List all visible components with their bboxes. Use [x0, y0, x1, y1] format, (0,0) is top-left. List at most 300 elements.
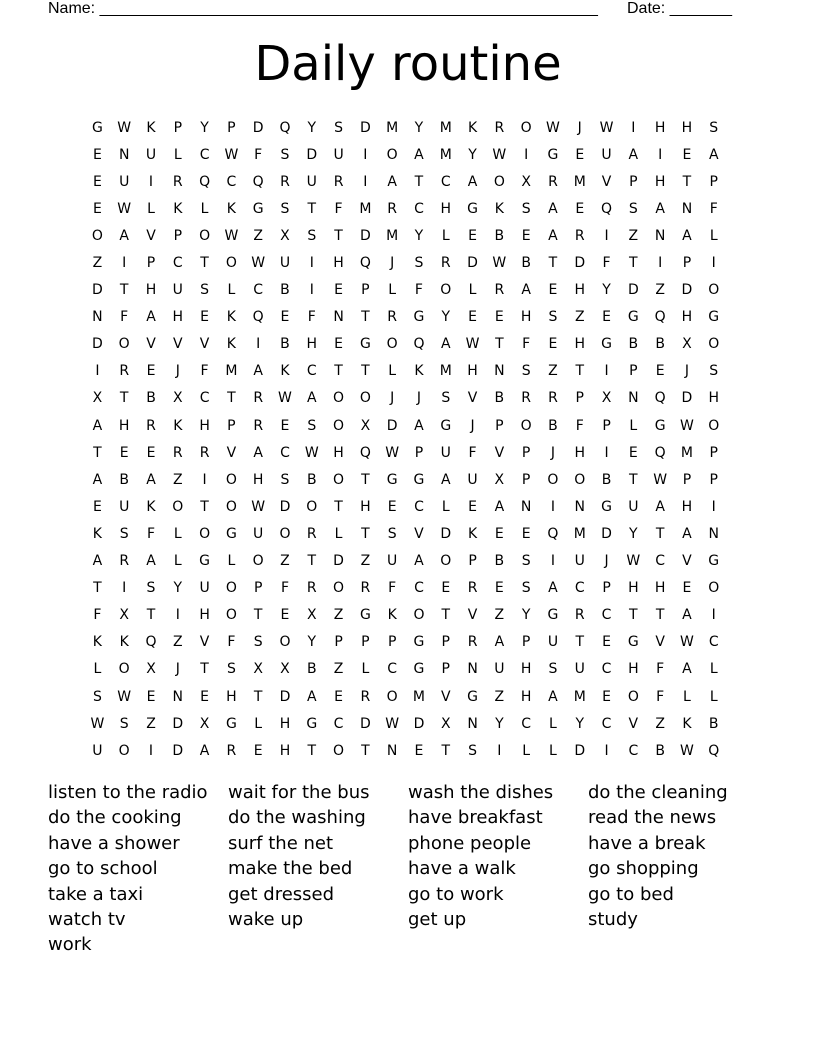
grid-letter: F	[602, 255, 611, 272]
grid-letter: I	[175, 607, 180, 624]
word-list-item: go to bed	[588, 883, 674, 905]
grid-letter: W	[117, 119, 132, 136]
grid-letter: P	[709, 471, 718, 488]
grid-letter: W	[251, 255, 266, 272]
word-list-item: go shopping	[588, 858, 699, 880]
grid-row	[84, 520, 727, 547]
grid-letter: M	[225, 363, 238, 380]
grid-letter: O	[708, 417, 720, 434]
grid-letter: X	[253, 661, 263, 678]
grid-letter: S	[226, 661, 236, 678]
grid-letter: V	[226, 444, 237, 461]
grid-letter: G	[654, 417, 666, 434]
grid-letter: E	[146, 363, 156, 380]
grid-letter: L	[147, 200, 155, 217]
grid-letter: H	[333, 255, 344, 272]
grid-letter: E	[602, 688, 611, 705]
grid-letter: T	[361, 525, 370, 542]
grid-row	[84, 629, 727, 656]
grid-letter: U	[494, 661, 505, 678]
grid-letter: T	[307, 742, 317, 759]
grid-letter: B	[494, 553, 505, 570]
grid-letter: P	[227, 417, 236, 434]
grid-letter: D	[92, 336, 103, 353]
grid-letter: E	[280, 417, 290, 434]
grid-letter: E	[521, 525, 531, 542]
grid-letter: I	[148, 742, 154, 759]
grid-letter: C	[414, 200, 424, 217]
grid-letter: Q	[654, 309, 666, 326]
grid-letter: P	[521, 634, 531, 651]
grid-letter: G	[467, 200, 478, 217]
grid-letter: E	[200, 309, 210, 326]
grid-letter: Y	[414, 119, 424, 136]
grid-letter: X	[280, 227, 290, 244]
grid-letter: K	[119, 634, 129, 651]
grid-letter: T	[575, 634, 585, 651]
word-list-item: work	[48, 934, 92, 956]
grid-letter: E	[441, 580, 451, 597]
grid-letter: Q	[359, 444, 371, 461]
grid-letter: L	[549, 742, 557, 759]
grid-letter: J	[604, 553, 609, 570]
grid-letter: G	[413, 309, 425, 326]
grid-letter: A	[682, 227, 692, 244]
grid-letter: H	[520, 661, 532, 678]
grid-letter: U	[628, 498, 639, 515]
grid-letter: R	[172, 444, 183, 461]
grid-letter: Q	[252, 173, 264, 190]
grid-letter: Q	[708, 742, 720, 759]
grid-letter: H	[520, 309, 532, 326]
grid-letter: L	[388, 363, 397, 380]
grid-letter: V	[467, 390, 478, 407]
grid-letter: H	[199, 417, 210, 434]
grid-letter: T	[655, 607, 665, 624]
grid-letter: H	[172, 309, 184, 326]
grid-letter: F	[254, 146, 263, 163]
grid-letter: L	[173, 146, 182, 163]
grid-letter: U	[333, 146, 344, 163]
grid-letter: O	[440, 282, 452, 299]
grid-letter: C	[199, 146, 210, 163]
grid-letter: F	[656, 688, 665, 705]
grid-letter: Y	[414, 227, 424, 244]
grid-letter: A	[440, 471, 451, 488]
grid-letter: Z	[253, 227, 263, 244]
grid-letter: J	[390, 390, 395, 407]
grid-letter: R	[494, 282, 505, 299]
grid-letter: O	[708, 282, 720, 299]
word-list-item: surf the net	[228, 832, 334, 854]
grid-letter: T	[441, 742, 451, 759]
grid-letter: C	[199, 390, 210, 407]
grid-letter: G	[225, 715, 237, 732]
grid-letter: D	[574, 742, 586, 759]
grid-letter: G	[225, 525, 237, 542]
grid-letter: R	[467, 580, 478, 597]
grid-letter: Q	[601, 200, 613, 217]
grid-letter: W	[465, 336, 480, 353]
grid-letter: Z	[628, 227, 639, 244]
grid-letter: A	[414, 146, 424, 163]
grid-letter: D	[681, 390, 693, 407]
grid-letter: D	[574, 255, 586, 272]
grid-letter: C	[655, 553, 666, 570]
grid-letter: O	[199, 525, 211, 542]
grid-letter: T	[93, 580, 102, 597]
grid-letter: Y	[629, 525, 638, 542]
grid-letter: T	[441, 607, 451, 624]
grid-letter: R	[387, 200, 398, 217]
grid-letter: W	[680, 742, 694, 759]
grid-letter: C	[601, 661, 612, 678]
grid-letter: F	[334, 200, 343, 217]
grid-letter: E	[468, 227, 477, 244]
grid-letter: E	[628, 444, 638, 461]
grid-letter: U	[601, 146, 612, 163]
grid-letter: P	[521, 471, 531, 488]
grid-letter: W	[117, 200, 132, 217]
grid-letter: P	[709, 444, 718, 461]
grid-letter: O	[386, 336, 398, 353]
grid-letter: H	[654, 119, 666, 136]
grid-letter: T	[334, 363, 343, 380]
grid-letter: I	[309, 255, 314, 272]
grid-letter: A	[655, 498, 665, 515]
grid-letter: R	[467, 634, 478, 651]
grid-letter: D	[279, 688, 291, 705]
word-list-item: go to work	[408, 883, 504, 905]
grid-letter: E	[334, 336, 343, 353]
grid-letter: S	[307, 227, 317, 244]
grid-row	[84, 439, 727, 466]
grid-letter: F	[93, 607, 102, 624]
grid-letter: P	[709, 173, 718, 190]
grid-letter: T	[200, 498, 209, 515]
grid-letter: Z	[655, 715, 665, 732]
grid-letter: H	[574, 282, 585, 299]
grid-letter: H	[628, 580, 639, 597]
grid-letter: J	[175, 363, 180, 380]
grid-letter: V	[146, 227, 156, 244]
date-field: Date: _______	[627, 0, 732, 17]
grid-letter: I	[497, 742, 502, 759]
grid-letter: X	[119, 607, 129, 624]
grid-letter: E	[92, 498, 102, 515]
grid-letter: T	[361, 309, 370, 326]
grid-row	[84, 412, 727, 439]
grid-letter: L	[334, 525, 343, 542]
grid-row	[84, 331, 727, 358]
grid-letter: O	[386, 688, 398, 705]
grid-letter: T	[307, 200, 317, 217]
grid-letter: I	[122, 255, 127, 272]
grid-letter: W	[546, 119, 560, 136]
grid-letter: S	[468, 742, 477, 759]
grid-letter: S	[280, 471, 290, 488]
grid-letter: D	[413, 715, 425, 732]
grid-letter: Y	[173, 580, 183, 597]
grid-letter: X	[360, 417, 371, 434]
grid-letter: P	[441, 661, 450, 678]
grid-letter: A	[548, 580, 558, 597]
grid-letter: E	[548, 336, 558, 353]
grid-letter: U	[92, 742, 103, 759]
grid-letter: G	[359, 607, 371, 624]
grid-letter: E	[494, 525, 504, 542]
grid-letter: I	[148, 173, 154, 190]
grid-letter: O	[440, 553, 452, 570]
grid-letter: D	[359, 715, 371, 732]
grid-letter: O	[333, 390, 345, 407]
grid-letter: D	[386, 417, 398, 434]
grid-letter: L	[549, 715, 557, 732]
grid-letter: O	[333, 580, 345, 597]
grid-letter: P	[361, 634, 370, 651]
grid-letter: P	[682, 255, 692, 272]
grid-letter: Y	[495, 715, 504, 732]
grid-letter: T	[548, 255, 558, 272]
grid-letter: I	[363, 173, 368, 190]
grid-letter: C	[414, 580, 424, 597]
grid-letter: H	[574, 336, 585, 353]
grid-letter: R	[119, 363, 130, 380]
grid-letter: B	[548, 417, 558, 434]
grid-letter: O	[252, 553, 264, 570]
grid-letter: T	[119, 282, 129, 299]
grid-letter: W	[224, 146, 239, 163]
grid-letter: R	[333, 173, 344, 190]
grid-letter: O	[306, 498, 318, 515]
grid-letter: T	[334, 227, 343, 244]
grid-letter: N	[628, 390, 639, 407]
grid-row	[84, 683, 727, 710]
word-list-item: have a walk	[408, 858, 516, 880]
grid-letter: Y	[307, 634, 317, 651]
grid-letter: X	[92, 390, 103, 407]
grid-letter: N	[333, 309, 344, 326]
grid-letter: F	[414, 282, 423, 299]
grid-letter: E	[468, 498, 477, 515]
grid-letter: C	[601, 715, 612, 732]
grid-letter: W	[680, 417, 694, 434]
word-list-item: phone people	[408, 832, 532, 854]
grid-letter: F	[575, 417, 584, 434]
grid-letter: E	[334, 688, 343, 705]
grid-letter: E	[682, 580, 692, 597]
grid-letter: E	[146, 688, 156, 705]
grid-letter: A	[548, 688, 558, 705]
grid-letter: J	[684, 363, 689, 380]
grid-letter: P	[387, 634, 397, 651]
grid-letter: R	[574, 227, 585, 244]
grid-letter: O	[413, 607, 425, 624]
grid-letter: H	[360, 498, 371, 515]
grid-letter: I	[711, 607, 716, 624]
grid-letter: K	[226, 336, 236, 353]
grid-letter: T	[495, 336, 504, 353]
grid-letter: E	[602, 634, 611, 651]
grid-letter: P	[602, 580, 611, 597]
grid-letter: N	[118, 146, 130, 163]
grid-letter: V	[199, 336, 210, 353]
grid-letter: O	[225, 580, 237, 597]
grid-letter: X	[280, 661, 290, 678]
grid-letter: K	[173, 200, 183, 217]
word-list-item: wash the dishes	[408, 782, 554, 803]
grid-letter: H	[681, 309, 693, 326]
grid-letter: N	[386, 742, 398, 759]
grid-letter: Y	[521, 607, 531, 624]
grid-letter: K	[467, 119, 478, 136]
grid-letter: Y	[575, 715, 585, 732]
grid-row	[84, 656, 727, 683]
grid-letter: Z	[655, 282, 665, 299]
grid-letter: O	[225, 471, 237, 488]
grid-letter: T	[361, 742, 370, 759]
grid-letter: E	[494, 580, 504, 597]
grid-letter: A	[440, 336, 451, 353]
grid-letter: R	[306, 580, 317, 597]
grid-letter: B	[146, 390, 156, 407]
grid-letter: M	[386, 119, 399, 136]
grid-letter: L	[468, 282, 477, 299]
word-list-column	[408, 780, 588, 932]
word-list-item: do the washing	[228, 807, 366, 829]
grid-letter: G	[440, 417, 452, 434]
grid-letter: T	[307, 553, 317, 570]
grid-letter: I	[550, 553, 556, 570]
grid-letter: K	[146, 498, 156, 515]
grid-letter: N	[467, 715, 478, 732]
grid-letter: O	[708, 580, 720, 597]
grid-letter: D	[333, 553, 344, 570]
grid-letter: P	[629, 173, 638, 190]
grid-letter: C	[521, 715, 532, 732]
grid-letter: I	[524, 146, 529, 163]
grid-letter: H	[574, 444, 585, 461]
grid-letter: T	[200, 661, 209, 678]
grid-letter: B	[494, 227, 505, 244]
grid-letter: N	[654, 227, 666, 244]
grid-letter: T	[334, 498, 343, 515]
grid-letter: O	[520, 417, 532, 434]
grid-letter: W	[224, 227, 239, 244]
grid-letter: X	[199, 715, 210, 732]
grid-letter: G	[413, 634, 425, 651]
grid-letter: R	[146, 417, 156, 434]
grid-letter: F	[120, 309, 129, 326]
grid-letter: I	[658, 255, 663, 272]
grid-letter: S	[92, 688, 102, 705]
grid-letter: Q	[359, 255, 371, 272]
grid-letter: G	[627, 634, 639, 651]
word-list-item: wait for the bus	[228, 782, 370, 803]
grid-letter: F	[307, 309, 316, 326]
grid-letter: K	[494, 200, 504, 217]
grid-letter: V	[414, 525, 424, 542]
grid-letter: U	[119, 173, 130, 190]
grid-row	[84, 358, 727, 385]
grid-letter: X	[306, 607, 317, 624]
grid-letter: U	[467, 471, 478, 488]
grid-letter: H	[628, 661, 639, 678]
grid-letter: H	[226, 688, 237, 705]
grid-letter: A	[682, 525, 692, 542]
grid-letter: S	[548, 309, 558, 326]
grid-letter: S	[709, 363, 719, 380]
grid-letter: R	[494, 119, 505, 136]
grid-letter: P	[173, 227, 183, 244]
grid-row	[84, 385, 727, 412]
grid-letter: M	[412, 688, 425, 705]
grid-letter: U	[279, 255, 291, 272]
grid-letter: G	[91, 119, 103, 136]
grid-letter: S	[119, 715, 129, 732]
grid-letter: H	[333, 444, 344, 461]
grid-letter: C	[253, 282, 264, 299]
grid-letter: G	[359, 336, 371, 353]
grid-letter: L	[709, 688, 718, 705]
word-list-item: take a taxi	[48, 883, 144, 905]
grid-letter: I	[202, 471, 207, 488]
grid-letter: P	[602, 417, 611, 434]
grid-letter: Y	[602, 282, 611, 299]
grid-letter: C	[574, 580, 585, 597]
grid-letter: E	[602, 309, 611, 326]
grid-letter: S	[387, 525, 397, 542]
word-list-column	[48, 780, 228, 958]
grid-letter: J	[550, 444, 556, 461]
grid-letter: K	[226, 309, 236, 326]
grid-letter: P	[146, 255, 156, 272]
word-list-item: have a break	[588, 832, 706, 854]
grid-letter: L	[709, 661, 718, 678]
grid-letter: A	[467, 173, 478, 190]
grid-letter: D	[92, 282, 103, 299]
grid-letter: Y	[441, 309, 451, 326]
grid-letter: L	[227, 553, 236, 570]
grid-letter: L	[361, 661, 370, 678]
grid-letter: E	[387, 498, 397, 515]
grid-letter: P	[468, 553, 477, 570]
grid-letter: S	[521, 200, 531, 217]
grid-letter: E	[682, 146, 692, 163]
grid-letter: F	[146, 525, 156, 542]
grid-letter: R	[360, 580, 371, 597]
grid-letter: G	[252, 200, 264, 217]
grid-letter: E	[119, 444, 129, 461]
grid-letter: I	[604, 227, 609, 244]
grid-letter: K	[226, 200, 236, 217]
grid-letter: I	[550, 498, 556, 515]
grid-letter: X	[521, 173, 531, 190]
grid-letter: S	[253, 634, 263, 651]
grid-letter: K	[387, 607, 397, 624]
grid-letter: R	[440, 255, 451, 272]
grid-letter: I	[604, 444, 609, 461]
grid-letter: G	[547, 607, 559, 624]
grid-letter: S	[521, 553, 531, 570]
grid-letter: B	[655, 742, 665, 759]
grid-letter: C	[414, 498, 424, 515]
grid-letter: Q	[547, 525, 559, 542]
grid-letter: T	[253, 688, 263, 705]
grid-letter: D	[681, 282, 693, 299]
grid-letter: Z	[92, 255, 103, 272]
grid-letter: I	[363, 146, 368, 163]
